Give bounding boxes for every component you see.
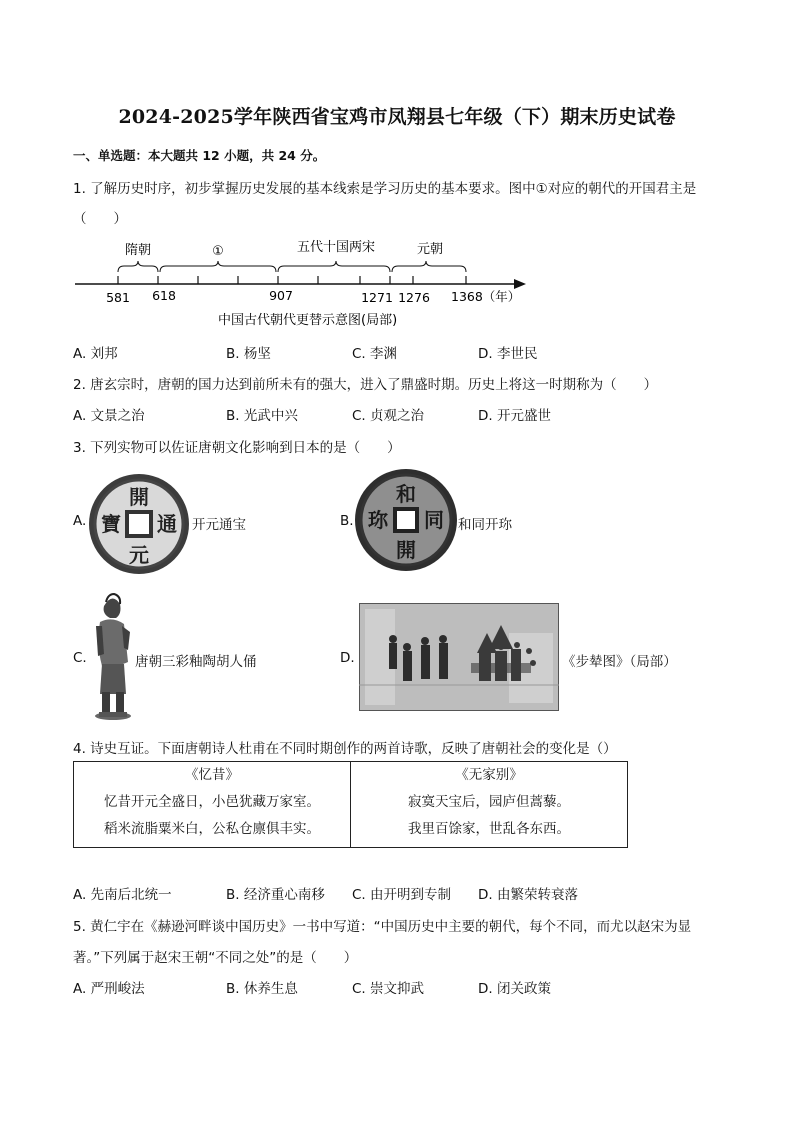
label-sui: 隋朝 [124,243,152,258]
q5-option-d[interactable]: D. 闭关政策 [478,981,551,997]
q5-stem-line2: 著。”下列属于赵宋王朝“不同之处”的是（ ） [73,950,358,966]
q5-option-b[interactable]: B. 休养生息 [226,981,298,997]
poem-yixi-title: 《忆昔》 [185,767,239,783]
q3-option-b-caption: 和同开珎 [458,517,512,533]
coin-b-char-right: 同 [424,508,444,532]
poem-yixi-line-1: 忆昔开元全盛日，小邑犹藏万家室。 [104,794,320,810]
coin-a-char-right: 通 [157,512,177,536]
coin-a-char-left: 寶 [101,512,121,536]
coin-a-char-top: 開 [129,485,149,509]
bunian-tu-painting-image[interactable] [359,603,559,711]
q3-option-b-letter[interactable]: B. [340,513,354,529]
q2-option-a[interactable]: A. 文景之治 [73,408,145,424]
q3-option-a-letter[interactable]: A. [73,513,87,529]
kaiyuan-tongbao-coin-image[interactable] [87,472,191,576]
q5-option-a[interactable]: A. 严刑峻法 [73,981,145,997]
brace-tang [160,261,276,272]
q3-option-c-caption: 唐朝三彩釉陶胡人俑 [135,654,257,670]
coin-b-char-bottom: 開 [396,538,416,562]
q4-option-a[interactable]: A. 先南后北统一 [73,887,172,903]
q1-option-c[interactable]: C. 李渊 [352,346,398,362]
q3-stem: 3. 下列实物可以佐证唐朝文化影响到日本的是（ ） [73,440,401,456]
q1-option-d[interactable]: D. 李世民 [478,346,538,362]
q1-timeline-diagram [70,236,540,332]
q3-option-c-letter[interactable]: C. [73,650,87,666]
brace-song [278,261,390,272]
section-header: 一、单选题：本大题共 12 小题，共 24 分。 [73,148,326,163]
label-circled-1: ① [212,244,224,259]
year-581: 581 [106,290,130,305]
label-yuan: 元朝 [416,242,444,257]
poem-yixi-line-2: 稻米流脂粟米白，公私仓廪俱丰实。 [104,821,320,837]
coin-b-char-left: 珎 [368,508,388,532]
q2-stem: 2. 唐玄宗时，唐朝的国力达到前所未有的强大，进入了鼎盛时期。历史上将这一时期称为（ ） [73,377,658,393]
timeline-arrow-icon [514,279,526,289]
q4-stem: 4. 诗史互证。下面唐朝诗人杜甫在不同时期创作的两首诗歌，反映了唐朝社会的变化是（） [73,741,617,757]
q3-option-a-caption: 开元通宝 [192,517,246,533]
poem-wujiabie-cell [351,762,628,848]
q3-option-d-caption: 《步辇图》（局部） [562,654,677,670]
q4-option-d[interactable]: D. 由繁荣转衰落 [478,887,578,903]
poem-yixi-cell [74,762,351,848]
q1-stem-line2: （ ） [73,211,127,227]
exam-title: 2024-2025学年陕西省宝鸡市凤翔县七年级（下）期末历史试卷 [118,106,676,128]
poem-wujiabie-line-2: 我里百馀家，世乱各东西。 [408,821,570,837]
year-1368: 1368（年） [451,289,521,304]
poem-wujiabie-line-1: 寂寞天宝后，园庐但蒿藜。 [408,794,570,810]
coin-a-char-bottom: 元 [129,543,149,567]
year-907: 907 [269,288,293,303]
q5-option-c[interactable]: C. 崇文抑武 [352,981,425,997]
q1-stem-line1: 1. 了解历史时序，初步掌握历史发展的基本线索是学习历史的基本要求。图中①对应的朝代的开国君主是 [73,181,697,197]
q2-option-c[interactable]: C. 贞观之治 [352,408,425,424]
wado-kaichin-coin-image[interactable] [354,465,458,575]
q2-option-d[interactable]: D. 开元盛世 [478,408,551,424]
coin-b-char-top: 和 [396,482,416,506]
q3-option-d-letter[interactable]: D. [340,650,355,666]
q5-stem-line1: 5. 黄仁宇在《赫逊河畔谈中国历史》一书中写道：“中国历史中主要的朝代，每个不同，而尤以赵宋为显 [73,919,692,935]
label-wudai-liangsong: 五代十国两宋 [296,240,376,255]
q4-option-c[interactable]: C. 由开明到专制 [352,887,452,903]
tang-sancai-figurine-image[interactable] [88,592,134,720]
year-618: 618 [152,288,176,303]
q1-option-b[interactable]: B. 杨坚 [226,346,271,362]
q4-option-b[interactable]: B. 经济重心南移 [226,887,325,903]
q4-poem-table [73,761,628,848]
year-1276: 1276 [398,290,430,305]
poem-wujiabie-title: 《无家别》 [455,767,523,783]
brace-yuan [392,261,466,272]
q1-option-a[interactable]: A. 刘邦 [73,346,118,362]
year-1271: 1271 [361,290,393,305]
brace-sui [118,261,158,272]
q2-option-b[interactable]: B. 光武中兴 [226,408,298,424]
timeline-caption: 中国古代朝代更替示意图(局部) [218,313,398,328]
